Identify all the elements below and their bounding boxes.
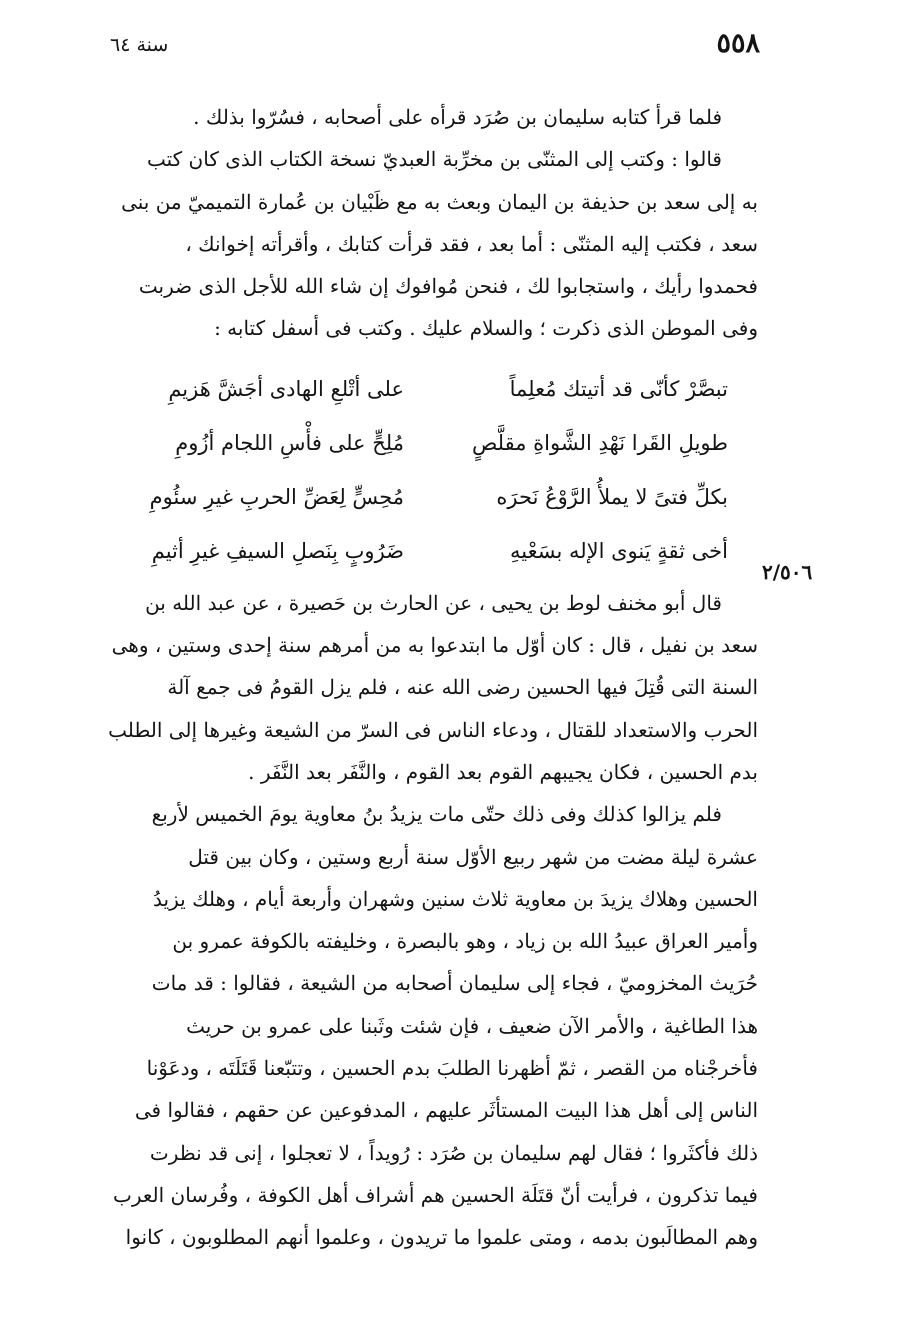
text-line: فلما قرأ كتابه سليمان بن صُرَد قرأه على أصحابه ، فسُرّوا بذلك . (193, 105, 722, 129)
text-line: الناس إلى أهل هذا البيت المستأثَر عليهم ، المدفوعين عن حقهم ، فقالوا فى (134, 1098, 758, 1123)
text-line: بدم الحسين ، فكان يجيبهم القوم بعد القوم ، والنَّفَر بعد النَّفَر . (248, 759, 758, 784)
page-number: ٥٥٨ (716, 28, 760, 59)
text-line: فيما تذكرون ، فرأيت أنّ قتَلَة الحسين هم أشراف أهل الكوفة ، وفُرسان العرب (113, 1182, 758, 1207)
verse-second-hemistich: مُلِحٍّ على فأْسِ اللجام أزُومِ (175, 430, 404, 455)
text-line: قالوا : وكتب إلى المثنّى بن مخرِّبة العبديّ نسخة الكتاب الذى كان كتب (146, 147, 722, 172)
text-line: به إلى سعد بن حذيفة بن اليمان وبعث به مع ظَبْيان بن عُمارة التميميّ من بنى (121, 189, 758, 214)
text-line: فلم يزالوا كذلك وفى ذلك حتّى مات يزيدُ بنُ معاوية يومَ الخميس لأربع (151, 802, 722, 827)
paragraph-1 (104, 96, 758, 138)
text-line: السنة التى قُتِلَ فيها الحسين رضى الله عنه ، فلم يزل القومُ فى جمع آلة (167, 675, 758, 700)
verse-first-hemistich: تبصَّرْ كأنّى قد أتيتك مُعلِماً (509, 376, 728, 401)
paragraph-2 (104, 138, 758, 349)
text-line: حُرَيث المخزوميّ ، فجاء إلى سليمان أصحابه من الشيعة ، فقالوا : قد مات (151, 971, 758, 996)
paragraph-4 (104, 793, 758, 1258)
text-line: قال أبو مخنف لوط بن يحيى ، عن الحارث بن حَصيرة ، عن عبد الله بن (145, 590, 722, 615)
page-body (104, 96, 758, 1259)
verse-second-hemistich: ضَرُوبٍ بِنَصلِ السيفِ غيرِ أثيمِ (151, 538, 404, 563)
verse-first-hemistich: بكلِّ فتىً لا يملأُ الرَّوْعُ نَحرَه (496, 484, 728, 509)
paragraph-3 (104, 582, 758, 793)
poem-verse (104, 470, 758, 524)
poem (104, 362, 758, 578)
text-line: وهم المطالَبون بدمه ، ومتى علموا ما تريدون ، وعلموا أنهم المطلوبون ، كانوا (125, 1225, 758, 1250)
text-line: وأمير العراق عبيدُ الله بن زياد ، وهو بالبصرة ، وخليفته بالكوفة عمرو بن (172, 929, 758, 954)
verse-first-hemistich: أخى ثقةٍ يَنوى الإله بسَعْيهِ (510, 538, 728, 563)
poem-verse (104, 362, 758, 416)
verse-second-hemistich: مُحِسٍّ لِعَضِّ الحربِ غيرِ سئُومِ (149, 484, 404, 509)
text-line: سعد بن نفيل ، قال : كان أوّل ما ابتدعوا به من أمرهم سنة إحدى وستين ، وهى (111, 633, 758, 658)
margin-reference: ٢/٥٠٦ (762, 560, 813, 584)
text-line: عشرة ليلة مضت من شهر ربيع الأوّل سنة أربع وستين ، وكان بين قتل (188, 844, 758, 869)
poem-verse (104, 416, 758, 470)
poem-verse (104, 524, 758, 578)
text-line: وفى الموطن الذى ذكرت ؛ والسلام عليك . وكتب فى أسفل كتابه : (214, 316, 758, 341)
text-line: هذا الطاغية ، والأمر الآن ضعيف ، فإن شئت وثَبنا على عمرو بن حريث (186, 1013, 758, 1038)
verse-second-hemistich: على أتْلعِ الهادى أجَشَّ هَزيمِ (168, 376, 404, 401)
page-header (110, 28, 760, 68)
text-line: الحسين وهلاك يزيدَ بن معاوية ثلاث سنين وشهران وأربعة أيام ، وهلك يزيدُ (153, 886, 758, 911)
text-line: فأخرجْناه من القصر ، ثمّ أظهرنا الطلبَ بدم الحسين ، وتتبّعنا قَتَلَتَه ، ودعَوْنا (146, 1056, 758, 1081)
text-line: سعد ، فكتب إليه المثنّى : أما بعد ، فقد قرأت كتابك ، وأقرأته إخوانك ، (185, 231, 758, 256)
text-line: الحرب والاستعداد للقتال ، ودعاء الناس فى السرّ من الشيعة وغيرها إلى الطلب (108, 717, 758, 742)
verse-first-hemistich: طويلِ القَرا نَهْدِ الشَّواةِ مقلَّصٍ (471, 430, 728, 455)
text-line: فحمدوا رأيك ، واستجابوا لك ، فنحن مُوافوك إن شاء الله للأجل الذى ضربت (138, 274, 758, 299)
running-title: سنة ٦٤ (110, 34, 169, 56)
text-line: ذلك فأكثَروا ؛ فقال لهم سليمان بن صُرَد : رُويداً ، لا تعجلوا ، إنى قد نظرت (149, 1140, 758, 1165)
